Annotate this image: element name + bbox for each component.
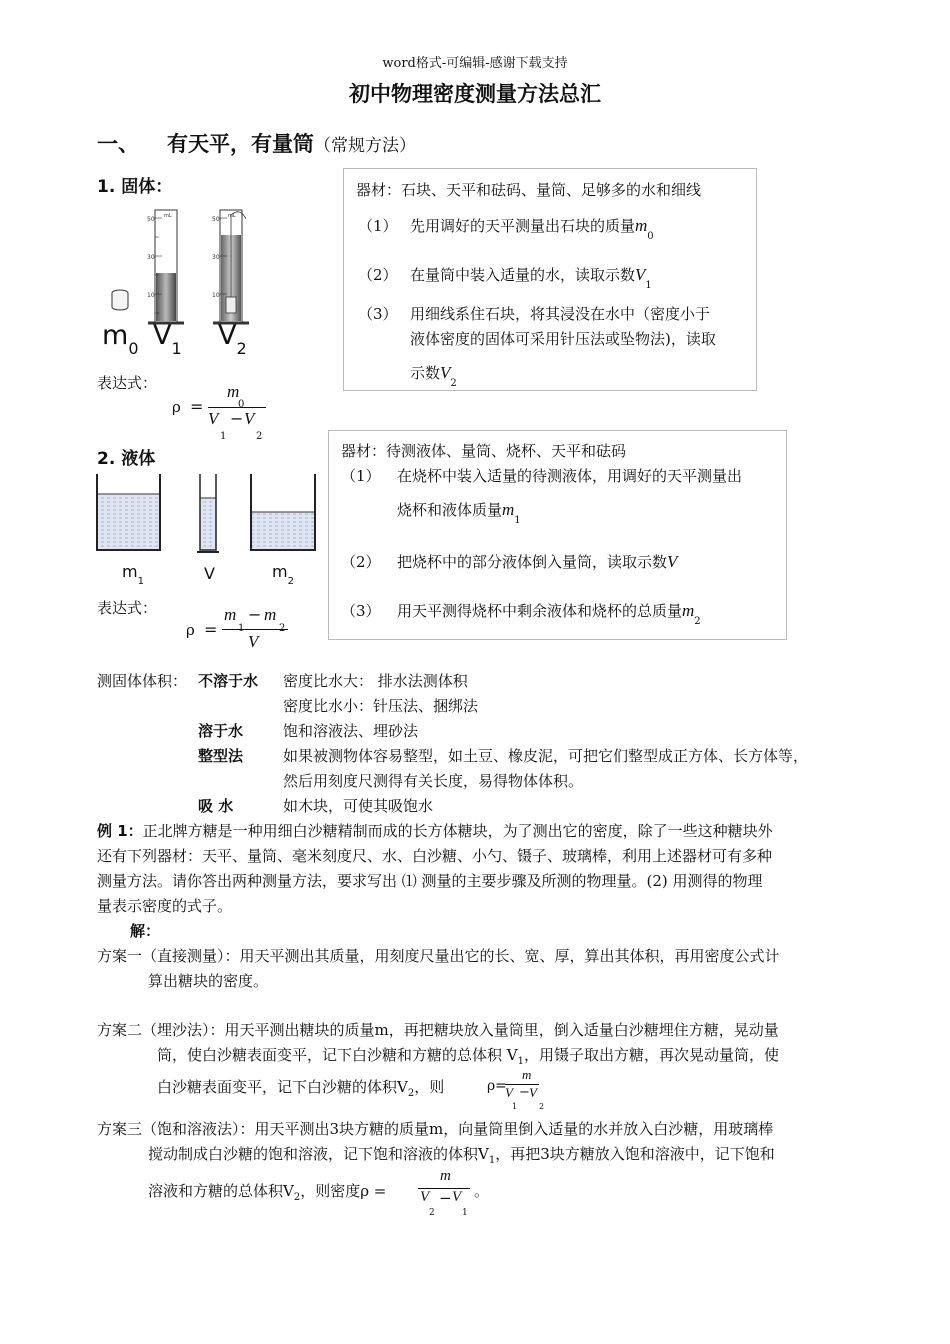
- label-v1: $V_1$: [153, 320, 182, 358]
- materials-text: 器材：待测液体、量筒、烧杯、天平和砝码: [341, 442, 627, 460]
- scale-50-label: 50: [212, 216, 220, 223]
- graduated-cylinder-icon: [197, 474, 219, 552]
- step-text: 在量筒中装入适量的水，读取示数$V_1$: [410, 265, 652, 291]
- plan-2-text: 白沙糖表面变平，记下白沙糖的体积$V_2$，则: [157, 1078, 445, 1099]
- absorb-label: 吸 水: [198, 797, 234, 815]
- step-number: （1）: [358, 217, 398, 235]
- plan-3-end: 。: [474, 1182, 490, 1200]
- scale-10-label: 10: [212, 292, 220, 299]
- shape-method-text: 如果被测物体容易整型，如土豆、橡皮泥，可把它们整型成正方体、长方体等，: [283, 747, 809, 765]
- example-line: 测量方法。请你答出两种测量方法，要求写出 ⑴ 测量的主要步骤及所测的物理量。(2) 用测得的物理: [97, 872, 763, 890]
- plan-3-text: 方案三（饱和溶液法）：用天平测出3块方糖的质量m，向量筒里倒入适量的水并放入白沙糖，用玻璃棒: [97, 1120, 774, 1138]
- scale-30-label: 30: [212, 254, 220, 261]
- step-text: 用天平测得烧杯中剩余液体和烧杯的总质量$m_2$: [397, 601, 701, 627]
- light-method-text: 密度比水小：针压法、捆绑法: [283, 697, 479, 715]
- liquid-density-formula: ρ = m 1 − m 2 V: [186, 604, 296, 664]
- step-number: （2）: [358, 266, 398, 284]
- section-title: 有天平，有量筒: [167, 132, 314, 156]
- expression-label: 表达式：: [97, 374, 158, 392]
- plan-3-density-formula: m V 2 − V 1: [418, 1168, 478, 1220]
- label-m1: $m_1$: [122, 562, 144, 587]
- liquid-beakers-figure: [95, 472, 325, 562]
- answer-label: 解：: [130, 922, 161, 940]
- page-title: 初中物理密度测量方法总汇: [349, 82, 601, 106]
- step-text: 在烧杯中装入适量的待测液体，用调好的天平测量出: [397, 467, 743, 485]
- scale-50-label: 50: [147, 216, 155, 223]
- materials-text: 器材：石块、天平和砝码、量筒、足够多的水和细线: [356, 181, 702, 199]
- expression-label: 表达式：: [97, 599, 158, 617]
- example-line: 例 1：正北牌方糖是一种用细白沙糖精制而成的长方体糖块，为了测出它的密度，除了一些这种糖块外: [97, 822, 773, 840]
- plan-2-text: 方案二（埋沙法）：用天平测出糖块的质量m，再把糖块放入量筒里，倒入适量白沙糖埋住方糖，晃动量: [97, 1021, 779, 1039]
- step-number: （1）: [341, 467, 381, 485]
- section-note: （常规方法）: [314, 136, 416, 156]
- beaker-partial-icon: [251, 474, 315, 550]
- step-text: 用细线系住石块，将其浸没在水中（密度小于: [410, 305, 711, 323]
- step-text: 先用调好的天平测量出石块的质量$m_0$: [410, 216, 654, 242]
- label-v2: $V_2$: [218, 320, 247, 358]
- label-v: V: [204, 564, 215, 583]
- plan-2-density-formula: ρ = m V 1 − V 2: [487, 1067, 545, 1111]
- insoluble-label: 不溶于水: [198, 672, 259, 690]
- liquid-heading: 2. 液体: [97, 449, 156, 469]
- scale-30-label: 30: [147, 254, 155, 261]
- section-number: 一、: [97, 132, 139, 156]
- solid-heading: 1. 固体：: [97, 177, 173, 197]
- step-number: （3）: [341, 602, 381, 620]
- scale-10-label: 10: [147, 292, 155, 299]
- label-m2: $m_2$: [272, 562, 294, 587]
- step-number: （3）: [358, 305, 398, 323]
- stone-icon: [112, 290, 128, 310]
- example-line: 还有下列器材：天平、量筒、毫米刻度尺、水、白沙糖、小勺、镊子、玻璃棒，利用上述器材可有多种: [97, 847, 773, 865]
- solid-cylinders-figure: [100, 205, 270, 330]
- page-header: word格式-可编辑-感谢下载支持: [382, 56, 568, 71]
- cylinder-icon: [147, 210, 184, 323]
- step-text: 示数$V_2$: [410, 363, 457, 389]
- scale-unit-label: mL: [228, 213, 236, 219]
- cylinder-with-stone-icon: [212, 210, 249, 323]
- plan-1-text: 方案一（直接测量）：用天平测出其质量，用刻度尺量出它的长、宽、厚，算出其体积，再用密度公式计: [97, 947, 780, 965]
- solid-procedure-box: [343, 168, 757, 391]
- absorb-method-text: 如木块，可使其吸饱水: [283, 797, 434, 815]
- shape-label: 整型法: [198, 747, 244, 765]
- label-m0: $m_0$: [102, 320, 139, 358]
- plan-3-text: 溶液和方糖的总体积$V_2$，则密度ρ =: [148, 1182, 387, 1203]
- scale-unit-label: mL: [164, 213, 172, 219]
- plan-2-text: 筒，使白沙糖表面变平，记下白沙糖和方糖的总体积 $V_1$，用镊子取出方糖，再次晃动量筒，使: [157, 1046, 779, 1067]
- example-line: 量表示密度的式子。: [97, 897, 233, 915]
- volume-label: 测固体体积：: [97, 672, 188, 690]
- solid-density-formula: ρ = m 0 V 1 − V 2: [172, 385, 272, 445]
- shape-method-text: 然后用刻度尺测得有关长度，易得物体体积。: [283, 772, 584, 790]
- beaker-full-icon: [97, 474, 160, 550]
- soluble-label: 溶于水: [198, 722, 244, 740]
- soluble-method-text: 饱和溶液法、埋砂法: [283, 722, 419, 740]
- step-text: 液体密度的固体可采用针压法或坠物法)，读取: [410, 330, 716, 348]
- section-heading: [97, 128, 416, 158]
- step-number: （2）: [341, 553, 381, 571]
- step-text: 烧杯和液体质量$m_1$: [397, 500, 521, 526]
- dense-method-text: 密度比水大： 排水法测体积: [283, 672, 468, 690]
- liquid-procedure-box: [328, 430, 787, 640]
- plan-1-text: 算出糖块的密度。: [148, 972, 269, 990]
- plan-3-text: 搅动制成白沙糖的饱和溶液，记下饱和溶液的体积$V_1$，再把3块方糖放入饱和溶液中，记下饱和: [148, 1145, 775, 1166]
- step-text: 把烧杯中的部分液体倒入量筒，读取示数V: [397, 552, 678, 571]
